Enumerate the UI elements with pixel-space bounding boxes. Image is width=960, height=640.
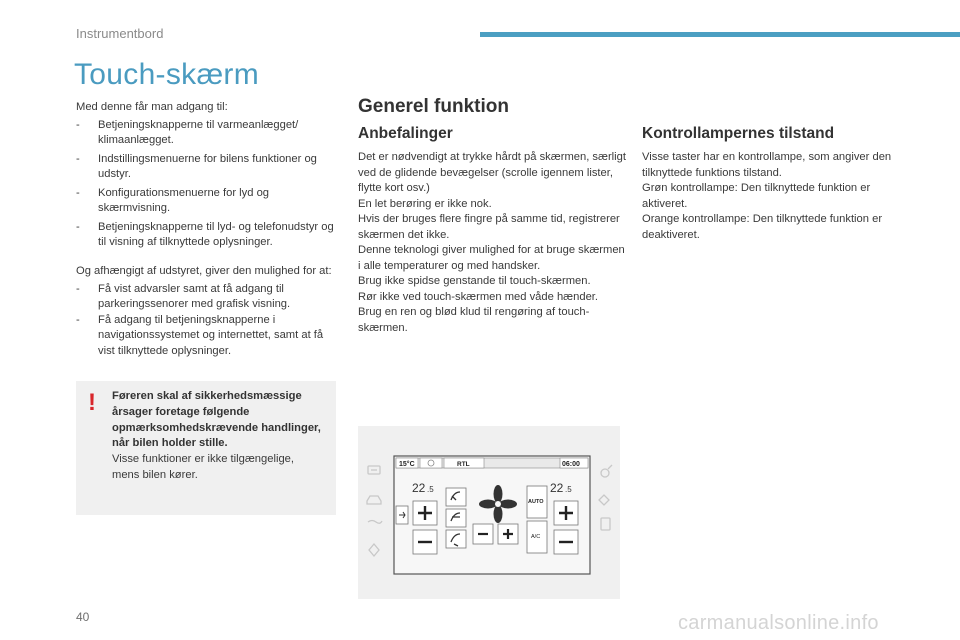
intro-list-2 <box>76 282 338 360</box>
paragraph: Brug en ren og blød klud til rengøring af touch-skærmen. <box>358 306 590 334</box>
list-item: - Betjeningsknapperne til lyd- og telefonudstyr og til visning af tilknyttede oplysninger. <box>76 220 338 251</box>
fan-speed-up-button[interactable] <box>498 524 518 544</box>
auto-label: AUTO <box>528 499 544 505</box>
paragraph: Det er nødvendigt at trykke hårdt på skærmen, særligt ved de glidende bevægelser (scrolle igennem lister, flytte kort osv.) <box>358 151 626 194</box>
help-icon <box>601 518 610 530</box>
heading-kontrollamper: Kontrollampernes tilstand <box>642 125 835 142</box>
paragraph: Orange kontrollampe: Den tilknyttede funktion er deaktiveret. <box>642 213 883 241</box>
section-label: Instrumentbord <box>76 26 164 41</box>
navigation-icon <box>369 544 379 556</box>
header-accent-bar <box>480 32 960 37</box>
car-icon <box>367 496 381 504</box>
radio-station: RTL <box>457 461 470 468</box>
list-item: - Få vist advarsler samt at få adgang til parkeringssenorer med grafisk visning. <box>76 282 338 313</box>
list-item: - Få adgang til betjeningsknapperne i navigationssystemet og internettet, samt at få vist tilknyttede oplysninger. <box>76 313 338 360</box>
right-temp-down-button[interactable] <box>554 530 578 554</box>
paragraph: Brug ikke spidse genstande til touch-skærmen. <box>358 275 591 287</box>
left-temp-decimal: .5 <box>427 485 434 494</box>
touchscreen-svg <box>358 426 620 599</box>
list-item: - Konfigurationsmenuerne for lyd og skærmvisning. <box>76 186 338 217</box>
airflow-lower-button[interactable] <box>446 530 466 548</box>
airflow-middle-button[interactable] <box>446 509 466 527</box>
intro-lead-2: Og afhængigt af udstyret, giver den mulighed for at: <box>76 265 332 277</box>
watermark: carmanualsonline.info <box>678 612 879 634</box>
heading-generel-funktion: Generel funktion <box>358 96 509 117</box>
touchscreen-illustration <box>358 426 620 599</box>
fan-speed-down-button[interactable] <box>473 524 493 544</box>
right-temp-decimal: .5 <box>565 485 572 494</box>
intro-lead: Med denne får man adgang til: <box>76 101 228 113</box>
list-item: - Betjeningsknapperne til varmeanlægget/ klimaanlægget. <box>76 118 338 149</box>
left-temp-up-button[interactable] <box>413 501 437 525</box>
exit-icon[interactable] <box>396 506 408 524</box>
paragraph: Denne teknologi giver mulighed for at bruge skærmen i alle temperaturer og med handsker. <box>358 244 625 272</box>
warning-note: Visse funktioner er ikke tilgængelige, mens bilen kører. <box>112 453 294 481</box>
kontrollamper-text <box>642 150 904 243</box>
ac-button[interactable] <box>527 521 547 553</box>
paragraph: En let berøring er ikke nok. <box>358 197 492 210</box>
config-icon <box>601 465 612 477</box>
paragraph: Hvis der bruges flere fingre på samme tid, registrerer skærmen det ikke. <box>358 213 620 241</box>
outside-temp: 15°C <box>399 461 415 468</box>
heading-anbefalinger: Anbefalinger <box>358 125 453 142</box>
right-temp: 22 <box>550 481 564 495</box>
exclamation-icon: ! <box>88 389 96 416</box>
ac-label: A/C <box>531 534 541 540</box>
warning-box <box>76 381 336 515</box>
airflow-upper-button[interactable] <box>446 488 466 506</box>
settings-icon <box>599 495 609 505</box>
anbefalinger-text <box>358 150 626 336</box>
warning-text <box>112 389 324 484</box>
left-temp: 22 <box>412 481 426 495</box>
auto-button[interactable] <box>527 486 547 518</box>
clock: 06:00 <box>562 461 580 468</box>
phone-icon <box>368 521 382 524</box>
page-title: Touch-skærm <box>74 58 259 91</box>
paragraph: Grøn kontrollampe: Den tilknyttede funktion er aktiveret. <box>642 182 871 210</box>
warning-bold: Føreren skal af sikkerhedsmæssige årsager foretage følgende opmærksomhedskrævende handlinger, når bilen holder stille. <box>112 390 321 450</box>
media-icon <box>368 466 380 474</box>
intro-block <box>76 100 338 254</box>
left-temp-down-button[interactable] <box>413 530 437 554</box>
page-number: 40 <box>76 610 90 624</box>
list-item: - Indstillingsmenuerne for bilens funktioner og udstyr. <box>76 152 338 183</box>
paragraph: Rør ikke ved touch-skærmen med våde hænder. <box>358 290 599 303</box>
intro-list <box>76 118 338 251</box>
right-temp-up-button[interactable] <box>554 501 578 525</box>
paragraph: Visse taster har en kontrollampe, som angiver den tilknyttede funktions tilstand. <box>642 151 892 179</box>
intro-block-2 <box>76 264 338 359</box>
